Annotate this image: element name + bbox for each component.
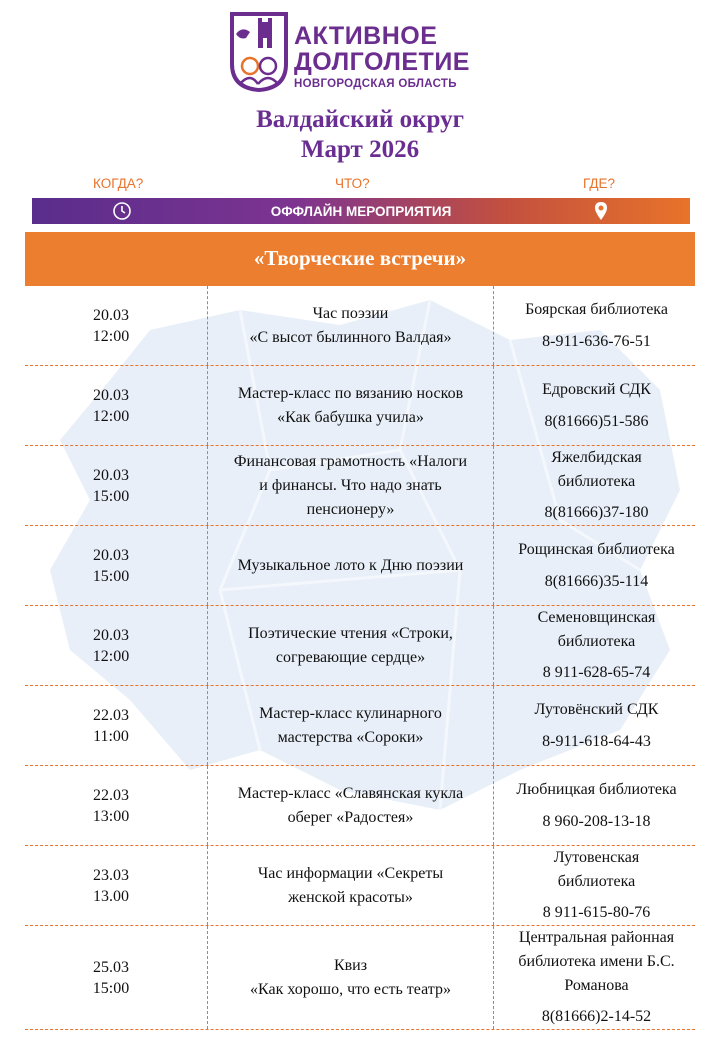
event-title-line: женской красоты» [288, 888, 413, 906]
place-name-line: Любницкая библиотека [516, 780, 677, 798]
event-date: 20.03 [93, 466, 129, 484]
place-name-line: Боярская библиотека [525, 300, 668, 318]
event-title-line: Мастер-класс кулинарного [259, 704, 442, 722]
column-labels [0, 176, 720, 194]
spacer [496, 654, 697, 661]
table-row [25, 846, 695, 926]
place-name-line: Романова [564, 977, 629, 994]
logo-emblem-icon [228, 10, 290, 92]
events-table [25, 286, 695, 1030]
event-time: 12:00 [92, 407, 130, 425]
event-place-cell [494, 606, 699, 685]
place-phone: 8 911-628-65-74 [542, 664, 651, 681]
event-time: 13.00 [93, 887, 129, 905]
spacer [496, 494, 697, 501]
label-where: ГДЕ? [583, 176, 616, 191]
event-place-cell [494, 766, 699, 845]
spacer [496, 562, 697, 570]
event-title-line: «Как бабушка учила» [277, 408, 424, 426]
event-time: 15:00 [92, 979, 130, 997]
event-date: 20.03 [93, 386, 129, 404]
spacer [496, 894, 697, 901]
event-title-line: Час информации «Секреты [257, 864, 444, 882]
event-title-line: «Как хорошо, что есть театр» [250, 980, 451, 998]
place-name-line: Семеновщинская [537, 609, 656, 626]
event-title-cell [208, 686, 494, 765]
place-phone: 8(81666)51-586 [544, 412, 649, 430]
label-when: КОГДА? [93, 176, 144, 191]
event-datetime-cell [25, 686, 208, 765]
logo-line3: НОВГОРОДСКАЯ ОБЛАСТЬ [294, 78, 457, 90]
table-row [25, 526, 695, 606]
place-phone: 8(81666)2-14-52 [541, 1008, 652, 1025]
place-name-line: Яжелбидская [551, 449, 642, 466]
place-name-line: библиотека [557, 473, 636, 490]
event-datetime-cell [25, 766, 208, 845]
event-time: 15:00 [92, 487, 130, 505]
event-datetime-cell [25, 446, 208, 525]
table-row [25, 366, 695, 446]
logo [228, 10, 498, 94]
event-datetime-cell [25, 926, 208, 1029]
table-row [25, 926, 695, 1030]
month-title: Март 2026 [300, 136, 420, 163]
event-title-cell [208, 606, 494, 685]
table-row [25, 766, 695, 846]
place-name-line: библиотека имени Б.С. [518, 953, 675, 970]
event-title-line: Мастер-класс по вязанию носков [237, 384, 464, 402]
offline-events-band [32, 198, 690, 224]
event-title-line: оберег «Радостея» [287, 808, 414, 826]
event-title-cell [208, 526, 494, 605]
place-name-line: библиотека [557, 633, 636, 650]
place-name-line: библиотека [557, 873, 636, 890]
event-date: 22.03 [93, 706, 129, 724]
event-datetime-cell [25, 846, 208, 925]
table-row [25, 446, 695, 526]
event-title-cell [208, 766, 494, 845]
location-pin-icon [593, 201, 609, 221]
event-title-cell [208, 366, 494, 445]
table-row [25, 606, 695, 686]
district-title: Валдайский округ [256, 106, 464, 133]
spacer [496, 802, 697, 810]
event-title-line: «С высот былинного Валдая» [249, 328, 452, 346]
label-what: ЧТО? [335, 176, 370, 191]
place-phone: 8(81666)37-180 [544, 504, 649, 521]
section-title: «Творческие встречи» [25, 232, 695, 286]
logo-line1: АКТИВНОЕ [294, 22, 438, 50]
event-time: 12:00 [92, 327, 130, 345]
event-date: 20.03 [93, 626, 129, 644]
event-time: 12:00 [92, 647, 130, 665]
event-date: 20.03 [93, 546, 129, 564]
spacer [496, 722, 697, 730]
place-phone: 8-911-618-64-43 [542, 732, 651, 750]
event-datetime-cell [25, 606, 208, 685]
event-place-cell [494, 926, 699, 1029]
place-name-line: Центральная районная [518, 929, 675, 946]
event-place-cell [494, 526, 699, 605]
event-title-line: согревающие сердце» [275, 648, 426, 666]
event-date: 23.03 [93, 866, 129, 884]
event-place-cell [494, 366, 699, 445]
event-time: 13:00 [92, 807, 130, 825]
place-phone: 8(81666)35-114 [544, 572, 649, 590]
place-name-line: Едровский СДК [542, 380, 651, 398]
spacer [496, 998, 697, 1005]
event-title-line: пенсионеру» [306, 500, 395, 518]
place-name-line: Рощинская библиотека [518, 540, 675, 558]
band-title: ОФФЛАЙН МЕРОПРИЯТИЯ [270, 204, 452, 219]
event-place-cell [494, 286, 699, 365]
place-phone: 8 911-615-80-76 [542, 904, 651, 921]
event-date: 25.03 [93, 958, 129, 976]
event-datetime-cell [25, 526, 208, 605]
event-datetime-cell [25, 366, 208, 445]
event-title-line: Финансовая грамотность «Налоги [233, 452, 468, 470]
spacer [496, 322, 697, 330]
event-title-line: и финансы. Что надо знать [259, 476, 442, 494]
event-time: 15:00 [92, 567, 130, 585]
event-time: 11:00 [93, 727, 129, 745]
place-name-line: Лутовёнский СДК [534, 700, 659, 718]
event-title-line: мастерства «Сороки» [277, 728, 424, 746]
logo-line2: ДОЛГОЛЕТИЕ [294, 48, 470, 76]
event-date: 22.03 [93, 786, 129, 804]
event-place-cell [494, 686, 699, 765]
event-title-line: Поэтические чтения «Строки, [248, 624, 453, 642]
event-title-line: Час поэзии [312, 304, 389, 322]
event-title-cell [208, 286, 494, 365]
event-title-cell [208, 846, 494, 925]
event-date: 20.03 [93, 306, 129, 324]
event-title-cell [208, 446, 494, 525]
event-title-line: Мастер-класс «Славянская кукла [237, 784, 464, 802]
table-row [25, 286, 695, 366]
event-datetime-cell [25, 286, 208, 365]
event-title-line: Квиз [333, 956, 368, 974]
event-place-cell [494, 846, 699, 925]
place-phone: 8-911-636-76-51 [542, 332, 651, 350]
place-name-line: Лутовенская [553, 849, 640, 866]
event-place-cell [494, 446, 699, 525]
spacer [496, 402, 697, 410]
place-phone: 8 960-208-13-18 [542, 812, 651, 830]
event-title-line: Музыкальное лото к Дню поэзии [237, 556, 464, 574]
table-row [25, 686, 695, 766]
event-title-cell [208, 926, 494, 1029]
